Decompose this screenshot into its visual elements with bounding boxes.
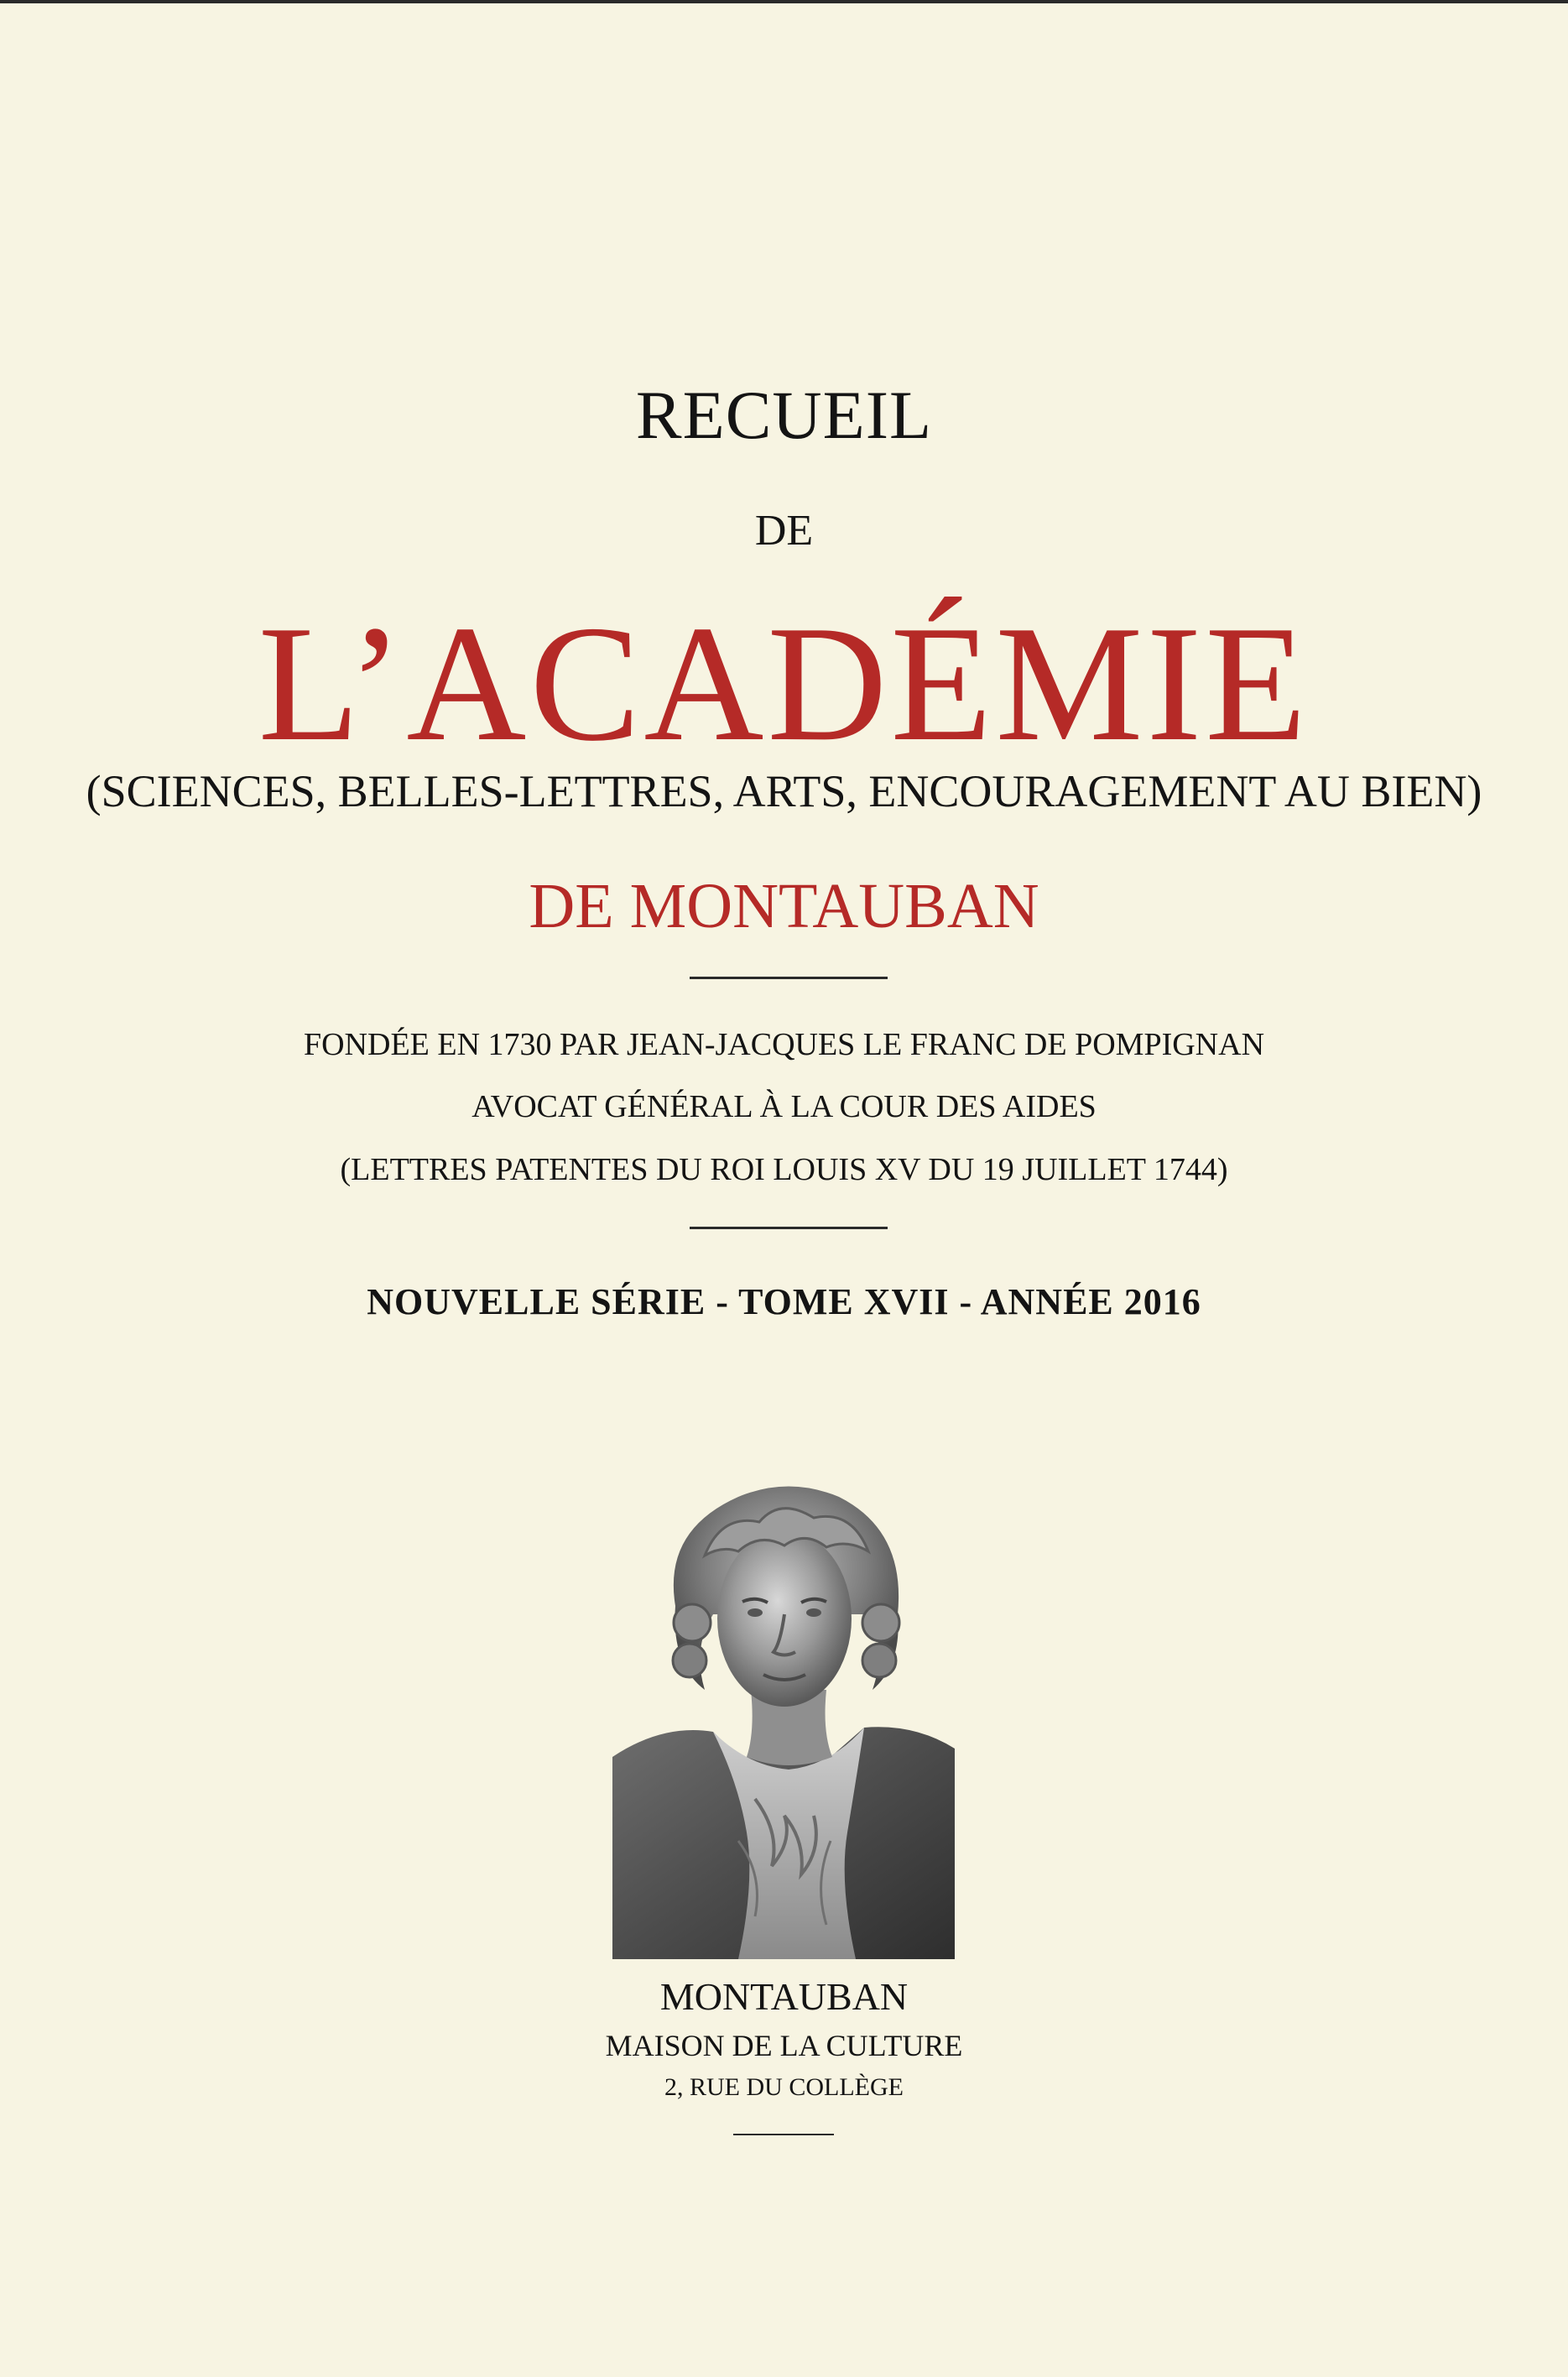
title-recueil: RECUEIL <box>635 377 933 453</box>
publisher-address: 2, RUE DU COLLÈGE <box>664 2073 904 2101</box>
foundation-line: FONDÉE EN 1730 PAR JEAN-JACQUES LE FRANC DE POMPIGNAN <box>303 1027 1265 1062</box>
publisher-city: MONTAUBAN <box>659 1975 909 2018</box>
divider-rule <box>690 1227 888 1229</box>
divider-rule <box>733 2134 834 2135</box>
patent-line: (LETTRES PATENTES DU ROI LOUIS XV DU 19 JUILLET 1744) <box>340 1152 1228 1187</box>
series-volume-line: NOUVELLE SÉRIE - TOME XVII - ANNÉE 2016 <box>367 1281 1201 1322</box>
publisher-house: MAISON DE LA CULTURE <box>605 2029 963 2062</box>
title-academie: L’ACADÉMIE <box>258 592 1310 775</box>
bust-portrait-image <box>612 1480 955 1959</box>
divider-rule <box>690 977 888 979</box>
subtitle-disciplines: (SCIENCES, BELLES-LETTRES, ARTS, ENCOURAGEMENT AU BIEN) <box>86 766 1482 816</box>
founder-role-line: AVOCAT GÉNÉRAL À LA COUR DES AIDES <box>471 1089 1097 1124</box>
title-de-montauban: DE MONTAUBAN <box>529 871 1039 941</box>
title-de: DE <box>754 507 814 555</box>
